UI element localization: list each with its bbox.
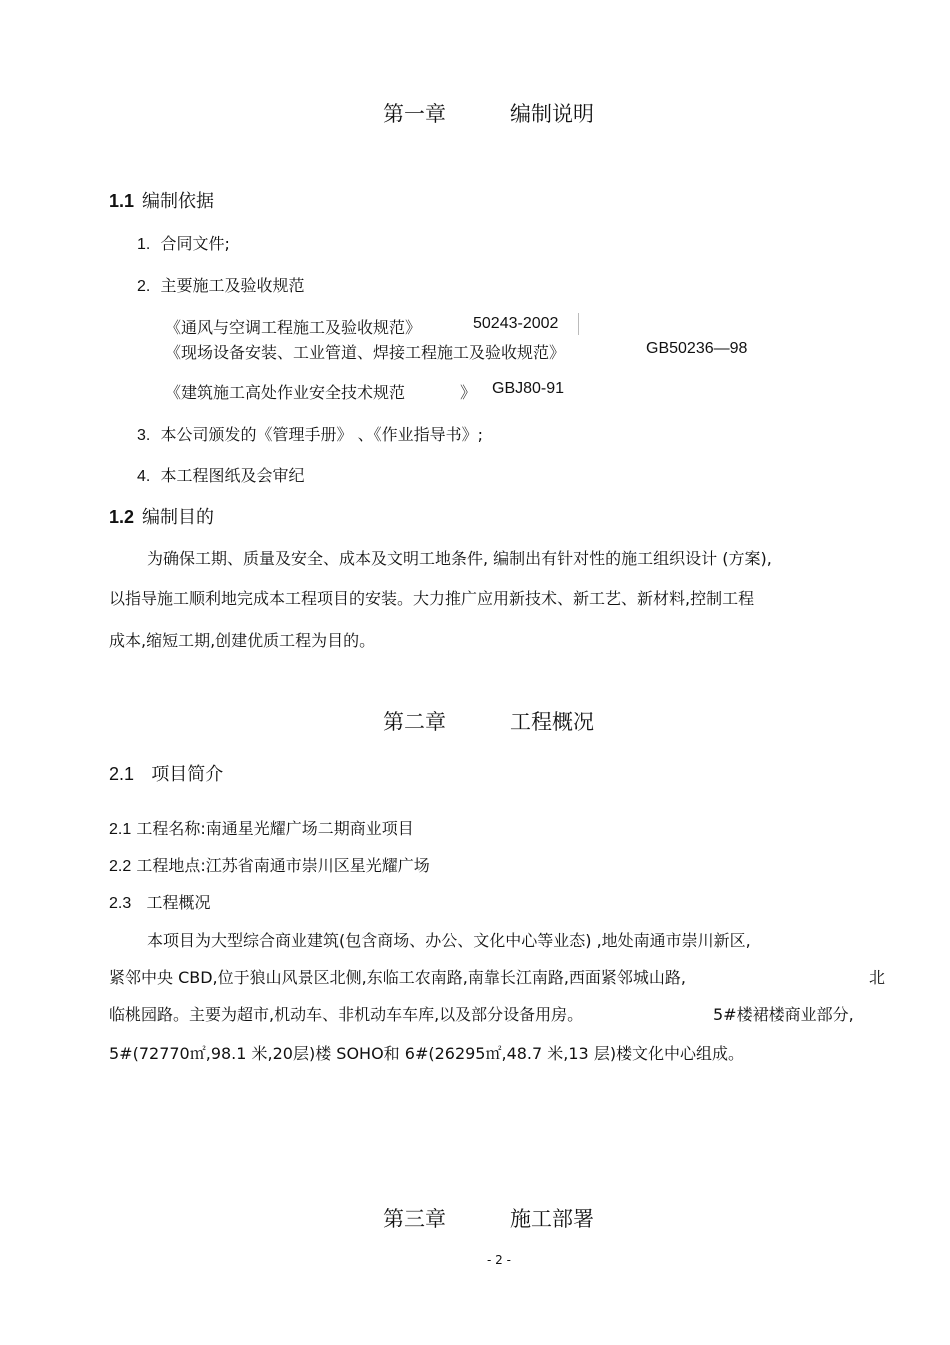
purpose-line-1: 为确保工期、质量及安全、成本及文明工地条件, 编制出有针对性的施工组织设计 (方案), <box>147 549 772 568</box>
chapter-2-title: 工程概况 <box>510 710 594 734</box>
overview-line-1: 本项目为大型综合商业建筑(包含商场、办公、文化中心等业态) ,地处南通市崇川新区, <box>147 931 751 950</box>
purpose-line-3: 成本,缩短工期,创建优质工程为目的。 <box>109 631 376 650</box>
page-number: - 2 - <box>487 1253 511 1267</box>
overview-line-4: 5#(72770㎡,98.1 米,20层)楼 SOHO和 6#(26295㎡,48.7 米,13 层)楼文化中心组成。 <box>109 1044 745 1063</box>
spec-ref-1: 《通风与空调工程施工及验收规范》 <box>165 318 422 337</box>
section-2-1-heading <box>109 760 223 786</box>
section-1-2-heading <box>109 503 214 529</box>
spec-ref-3: 《建筑施工高处作业安全技术规范 <box>165 383 406 402</box>
spec-ref-3-close: 》 <box>460 383 477 402</box>
overview-line-2: 紧邻中央 CBD,位于狼山风景区北侧,东临工农南路,南靠长江南路,西面紧邻城山路, <box>109 968 686 987</box>
section-title: 编制依据 <box>142 191 215 212</box>
list-item-3: 3. 本公司颁发的《管理手册》 、《作业指导书》; <box>137 425 483 444</box>
project-item-3: 2.3 工程概况 <box>109 893 211 912</box>
spec-ref-2: 《现场设备安装、工业管道、焊接工程施工及验收规范》 <box>165 343 566 362</box>
chapter-2-number: 第二章 <box>383 710 446 734</box>
chapter-1-title: 编制说明 <box>510 102 594 126</box>
section-1-1-heading <box>109 187 214 213</box>
chapter-3-number: 第三章 <box>383 1207 446 1231</box>
spec-ref-3-code: GBJ80-91 <box>492 380 565 397</box>
list-item-1: 1. 合同文件; <box>137 234 230 253</box>
chapter-1-number: 第一章 <box>383 102 446 126</box>
section-number: 1.1 <box>109 191 135 211</box>
spec-ref-2-code: GB50236—98 <box>646 340 748 357</box>
section-number: 2.1 <box>109 764 135 784</box>
project-item-1: 2.1 工程名称:南通星光耀广场二期商业项目 <box>109 819 414 838</box>
section-number: 1.2 <box>109 507 135 527</box>
purpose-line-2: 以指导施工顺利地完成本工程项目的安装。大力推广应用新技术、新工艺、新材料,控制工程 <box>109 589 755 608</box>
project-item-2: 2.2 工程地点:江苏省南通市崇川区星光耀广场 <box>109 856 430 875</box>
spec-ref-1-code: 50243-2002 <box>473 315 559 332</box>
list-item-4: 4. 本工程图纸及会审纪 <box>137 466 305 485</box>
section-title: 项目简介 <box>151 764 224 785</box>
divider-line <box>578 313 579 335</box>
section-title: 编制目的 <box>142 507 215 528</box>
overview-line-2-end: 北 <box>869 968 886 987</box>
overview-line-3: 临桃园路。主要为超市,机动车、非机动车车库,以及部分设备用房。 <box>109 1005 584 1024</box>
list-item-2: 2. 主要施工及验收规范 <box>137 276 305 295</box>
overview-line-3-end: 5#楼裙楼商业部分, <box>713 1005 854 1024</box>
chapter-3-title: 施工部署 <box>510 1207 594 1231</box>
